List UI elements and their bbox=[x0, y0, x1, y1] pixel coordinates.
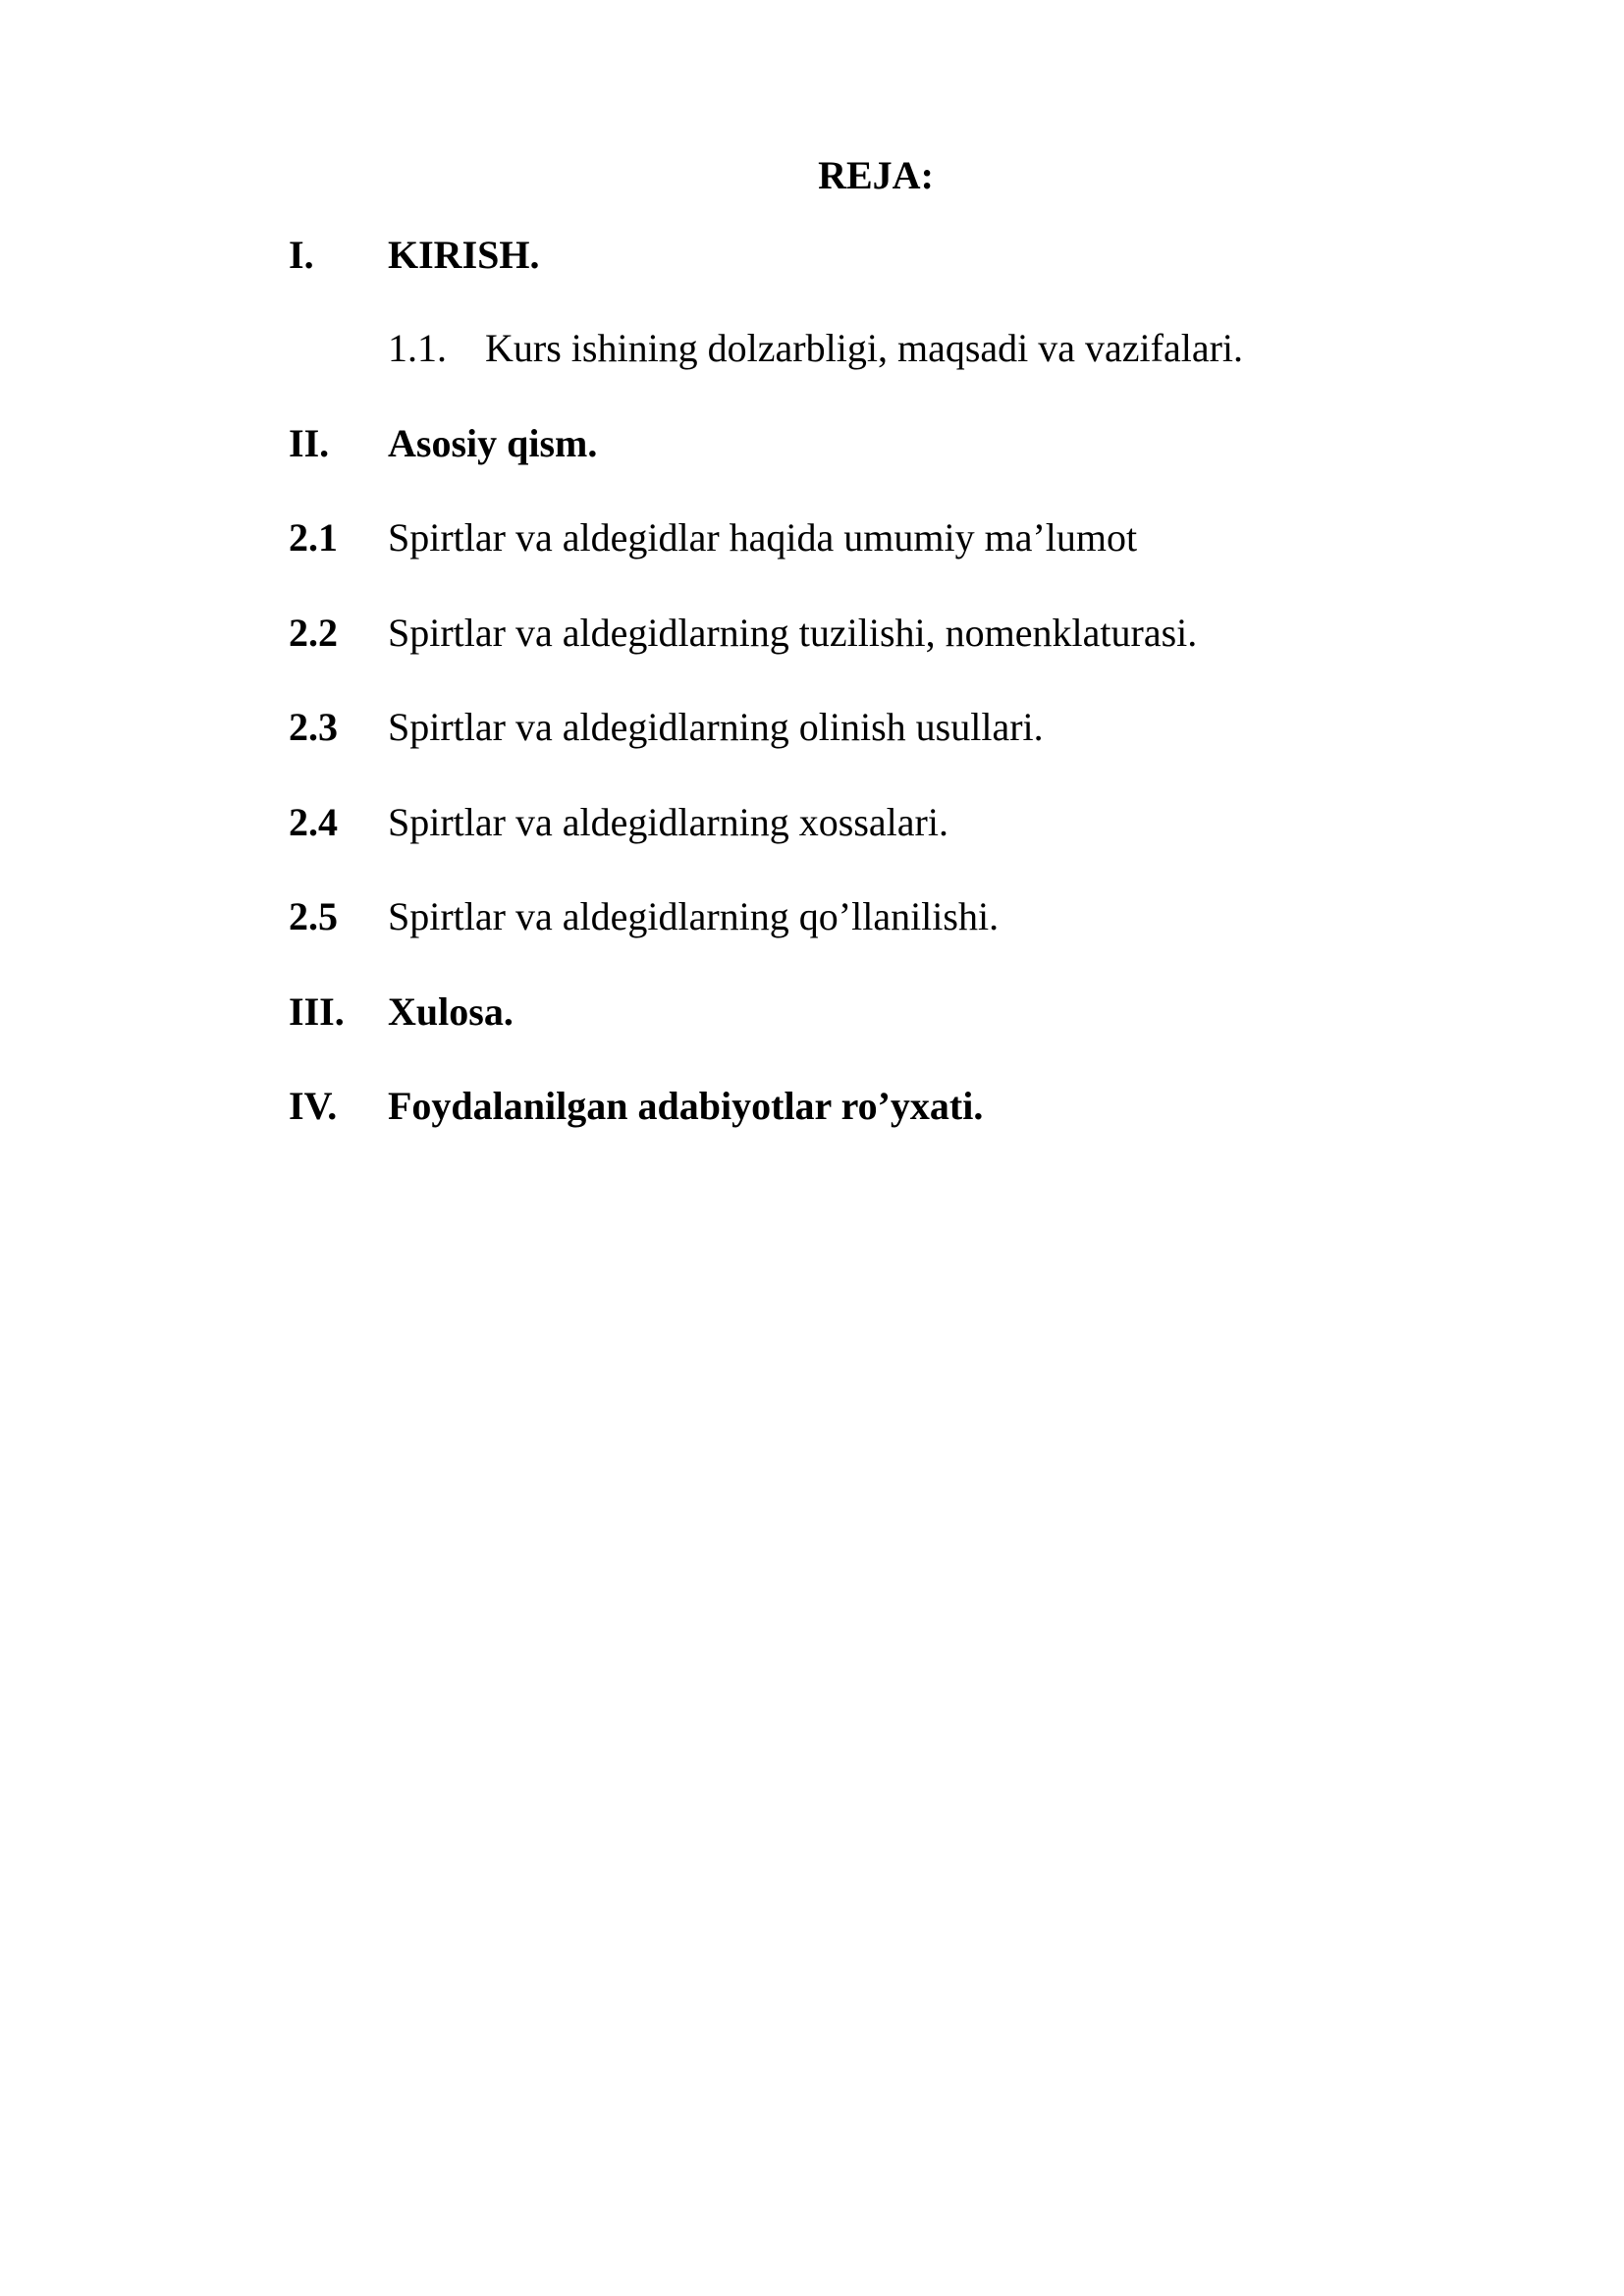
plan-item-text: Kurs ishining dolzarbligi, maqsadi va vazifalari. bbox=[485, 326, 1244, 370]
plan-item-number: 2.3 bbox=[289, 705, 338, 749]
plan-item-number: III. bbox=[289, 989, 345, 1034]
plan-item-text: Spirtlar va aldegidlarning tuzilishi, nomenklaturasi. bbox=[388, 611, 1198, 655]
plan-item-text: Foydalanilgan adabiyotlar ro’yxati. bbox=[388, 1084, 984, 1128]
plan-item-number: 2.4 bbox=[289, 800, 338, 844]
plan-item-text: Spirtlar va aldegidlarning qo’llanilishi. bbox=[388, 894, 1000, 938]
plan-item-number: 1.1. bbox=[388, 326, 447, 370]
plan-item-number: 2.5 bbox=[289, 894, 338, 938]
plan-item-text: Spirtlar va aldegidlarning olinish usullari. bbox=[388, 705, 1044, 749]
plan-item-text: Asosiy qism. bbox=[388, 421, 598, 465]
plan-item-text: Spirtlar va aldegidlarning xossalari. bbox=[388, 800, 948, 844]
plan-item-text: Spirtlar va aldegidlar haqida umumiy ma’lumot bbox=[388, 515, 1138, 560]
plan-item-number: 2.1 bbox=[289, 515, 338, 560]
plan-item-number: II. bbox=[289, 421, 330, 465]
plan-item-number: I. bbox=[289, 233, 314, 277]
plan-item-text: Xulosa. bbox=[388, 989, 514, 1034]
plan-item-number: IV. bbox=[289, 1084, 338, 1128]
plan-item-text: KIRISH. bbox=[388, 233, 540, 277]
document-title: REJA: bbox=[818, 153, 934, 197]
plan-item-number: 2.2 bbox=[289, 611, 338, 655]
